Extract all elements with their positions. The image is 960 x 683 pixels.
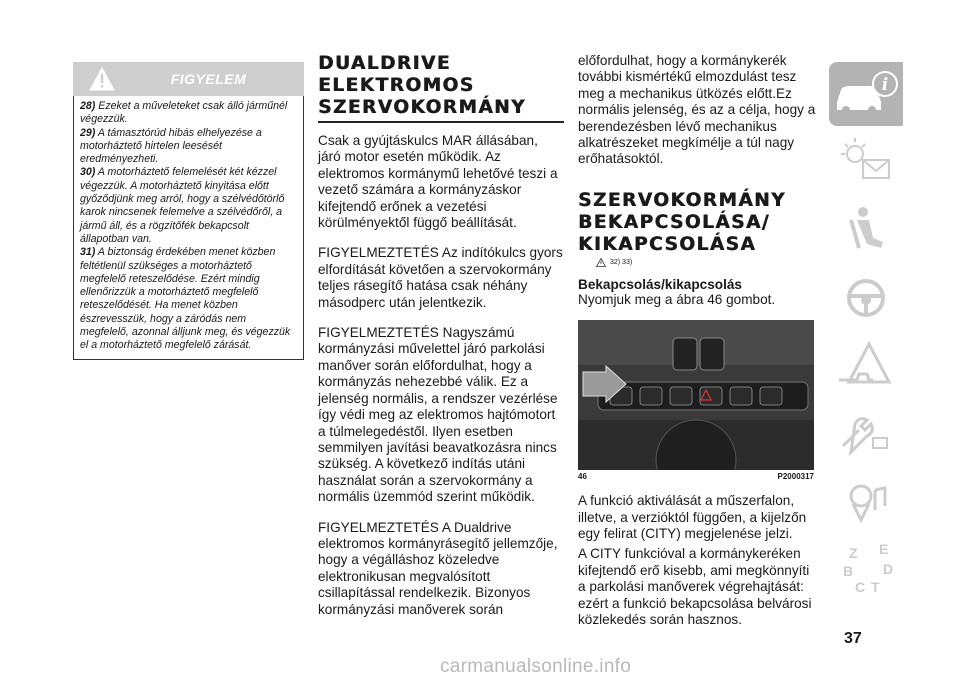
page-number: 37 (844, 630, 862, 647)
tab-warning-lights[interactable] (829, 130, 903, 194)
index-letter: Z (849, 545, 858, 561)
tab-maintenance[interactable] (829, 402, 903, 466)
chapter-sidebar (829, 62, 903, 606)
warning-box (73, 62, 304, 360)
index-icon (829, 538, 903, 602)
tab-steering[interactable] (829, 266, 903, 330)
figure-code: P2000317 (777, 472, 814, 482)
warning-item-text: A motorháztető felemelését két kézzel végezzük. A motorháztető kinyitása előtt győződjünk meg arról, hogy a szélvédőtörlő karok nincsenek felemelve a szélvédőről, a jármű áll, és a rögzítőfék bekapcsolt állapotban van. (80, 166, 285, 245)
figure-caption (578, 472, 814, 481)
section-title-toggle: SZERVOKORMÁNY BEKAPCSOLÁSA/ KIKAPCSOLÁSA (578, 189, 786, 255)
index-letter: B (843, 563, 854, 579)
figure-number: 46 (578, 472, 587, 482)
dashboard-photo (578, 320, 814, 470)
emergency-icon (829, 334, 903, 398)
maintenance-icon (829, 402, 903, 466)
warning-item-number: 29) (80, 126, 96, 139)
warning-body (73, 96, 304, 360)
warning-triangle-icon (596, 258, 606, 267)
warning-item-text: Ezeket a műveleteket csak álló járműnél végezzük. (80, 100, 288, 126)
tab-safety[interactable] (829, 198, 903, 262)
steering-wheel-icon (829, 266, 903, 330)
warning-item-number: 28) (80, 100, 96, 112)
warning-header (73, 62, 304, 96)
paragraph: FIGYELMEZTETÉS A Dualdrive elektromos kormányrásegítő jellemzője, hogy a végálláshoz közeledve elektronikusan megvalósított csillapítással rendelkezik. Bizonyos kormányzási manőverek során (318, 519, 558, 617)
tab-car-info[interactable] (829, 62, 903, 126)
paragraph: FIGYELMEZTETÉS Az indítókulcs gyors elfordítását követően a szervokormány teljes rásegítő hatása csak néhány másodperc után jelentkezik. (318, 245, 563, 310)
paragraph: Nyomjuk meg a ábra 46 gombot. (578, 291, 776, 307)
refs-text: 32) 33) (610, 258, 633, 266)
index-letter: C (855, 579, 866, 595)
paragraph: FIGYELMEZTETÉS Nagyszámú kormányzási művelettel járó parkolási manőver során előfordulhat, hogy a kormányzás nehezebbé válik. Ez a jelenség normális, a rendszer vezérlése így védi meg az elektromos hajtómotort a túlmelegedéstől. Ilyen esetben semmilyen javítási beavatkozásra nincs szükség. A következő indítás utáni használat során a szervokormány a normális üzemmód szerint működik. (318, 325, 558, 505)
warning-item-number: 30) (80, 166, 96, 179)
warning-item (80, 166, 297, 246)
warning-item-text: A biztonság érdekében menet közben feltétlenül szükséges a motorháztető megfelelő reteszelődése. Ezért mindig ellenőrizzük a motorháztető megfelelő reteszelődését. Ha menet közben észrevesszük, hogy a záródás nem megfelelő, azonnal álljunk meg, és végezzük el a motorháztető megfelelő zárását. (80, 246, 291, 352)
watermark: carmanualsonline.info (440, 656, 632, 677)
warning-title: FIGYELEM (170, 71, 247, 87)
tab-emergency[interactable] (829, 334, 903, 398)
paragraph: Csak a gyújtáskulcs MAR állásában, járó motor esetén működik. Az elektromos kormánymű lehetővé teszi a vezető számára a kormányzáskor kifejtendő erőnek a vezetési körülményektől függő beállítását. (318, 133, 558, 231)
paragraph-continuation: előfordulhat, hogy a kormánykerék további kismértékű elmozdulást tesz meg a mechanikus ütközés előtt.Ez normális jelenség, és az a célja, hogy a berendezésben lévő mechanikus alkatrészeket megkímélje a túl nagy erőhatásoktól. (578, 53, 816, 167)
warning-refs (596, 258, 818, 267)
seat-safety-icon (829, 198, 903, 262)
media-icon (829, 470, 903, 534)
car-info-icon (829, 62, 903, 126)
warning-item (80, 127, 297, 167)
tab-index[interactable] (829, 538, 903, 602)
warning-item-number: 31) (80, 246, 96, 259)
tab-media[interactable] (829, 470, 903, 534)
index-letter: D (883, 561, 894, 577)
index-letter: T (871, 579, 880, 595)
svg-text:i: i (881, 75, 889, 95)
column-steering-toggle (578, 53, 818, 629)
paragraph: A funkció aktiválását a műszerfalon, illetve, a verzióktól függően, a kijelzőn egy felirat (CITY) megjelenése jelzi. (578, 493, 807, 542)
subheading: Bekapcsolás/kikapcsolás (578, 276, 742, 292)
index-letter: E (879, 541, 889, 557)
column-dualdrive (318, 53, 564, 618)
warning-lights-icon (829, 130, 903, 194)
warning-item (80, 100, 297, 127)
paragraph: A CITY funkcióval a kormánykeréken kifejtendő erő kisebb, ami megkönnyíti a parkolási manőverek végrehajtását: ezért a funkció bekapcsolása belvárosi közlekedés során hasznos. (578, 546, 812, 628)
section-title-dualdrive: DUALDRIVE ELEKTROMOS SZERVOKORMÁNY (318, 53, 526, 118)
warning-item (80, 246, 297, 352)
warning-item-text: A támasztórúd hibás elhelyezése a motorháztető hirtelen leesését eredményezheti. (80, 126, 262, 166)
